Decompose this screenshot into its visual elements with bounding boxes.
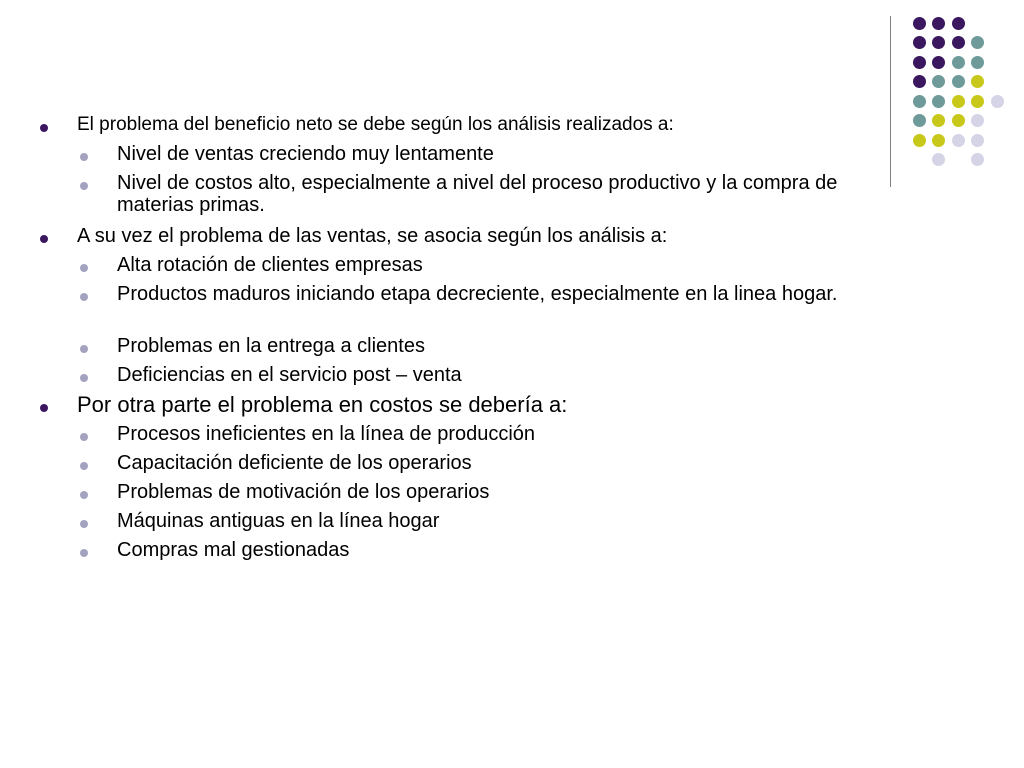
decorative-dot: [913, 17, 926, 30]
bullet-icon: [40, 404, 48, 412]
bullet-text: Capacitación deficiente de los operarios: [117, 452, 472, 474]
bullet-text: Problemas en la entrega a clientes: [117, 335, 425, 357]
bullet-text: Nivel de costos alto, especialmente a nivel del proceso productivo y la compra de materias primas.: [117, 172, 838, 216]
decorative-dot: [913, 95, 926, 108]
decorative-dot: [952, 17, 965, 30]
bullet-icon: [80, 374, 88, 382]
decorative-dot: [952, 75, 965, 88]
decorative-dot: [932, 153, 945, 166]
decorative-dot: [932, 17, 945, 30]
decorative-dot: [991, 95, 1004, 108]
bullet-text: A su vez el problema de las ventas, se asocia según los análisis a:: [77, 225, 668, 247]
bullet-text: Nivel de ventas creciendo muy lentamente: [117, 143, 494, 165]
bullet-icon: [80, 345, 88, 353]
vertical-divider: [890, 16, 891, 187]
decorative-dot: [952, 56, 965, 69]
bullet-icon: [80, 293, 88, 301]
bullet-icon: [80, 520, 88, 528]
bullet-icon: [80, 182, 88, 190]
bullet-icon: [80, 491, 88, 499]
decorative-dot: [971, 134, 984, 147]
decorative-dot: [952, 36, 965, 49]
bullet-text: Por otra parte el problema en costos se debería a:: [77, 392, 568, 417]
bullet-icon: [40, 235, 48, 243]
bullet-icon: [80, 153, 88, 161]
decorative-dot: [971, 114, 984, 127]
decorative-dot: [913, 134, 926, 147]
decorative-dot: [932, 114, 945, 127]
bullet-icon: [40, 124, 48, 132]
bullet-text: Productos maduros iniciando etapa decreciente, especialmente en la linea hogar.: [117, 283, 838, 305]
decorative-dot: [971, 95, 984, 108]
bullet-text: Alta rotación de clientes empresas: [117, 254, 423, 276]
decorative-dot: [913, 75, 926, 88]
decorative-dot: [952, 134, 965, 147]
decorative-dot: [952, 95, 965, 108]
decorative-dot: [952, 114, 965, 127]
bullet-text: El problema del beneficio neto se debe según los análisis realizados a:: [77, 114, 674, 135]
decorative-dot: [971, 153, 984, 166]
decorative-dot: [932, 95, 945, 108]
bullet-icon: [80, 549, 88, 557]
decorative-dot: [913, 114, 926, 127]
decorative-dot: [932, 75, 945, 88]
decorative-dot: [932, 36, 945, 49]
decorative-dot: [913, 56, 926, 69]
bullet-text: Máquinas antiguas en la línea hogar: [117, 510, 440, 532]
bullet-text: Compras mal gestionadas: [117, 539, 350, 561]
decorative-dot: [971, 75, 984, 88]
bullet-text: Problemas de motivación de los operarios: [117, 481, 490, 503]
decorative-dot: [971, 36, 984, 49]
bullet-text: Deficiencias en el servicio post – venta: [117, 364, 462, 386]
bullet-icon: [80, 462, 88, 470]
decorative-dot: [971, 56, 984, 69]
decorative-dot: [932, 134, 945, 147]
bullet-icon: [80, 433, 88, 441]
decorative-dot: [913, 36, 926, 49]
bullet-text: Procesos ineficientes en la línea de producción: [117, 423, 536, 445]
decorative-dot: [932, 56, 945, 69]
bullet-icon: [80, 264, 88, 272]
